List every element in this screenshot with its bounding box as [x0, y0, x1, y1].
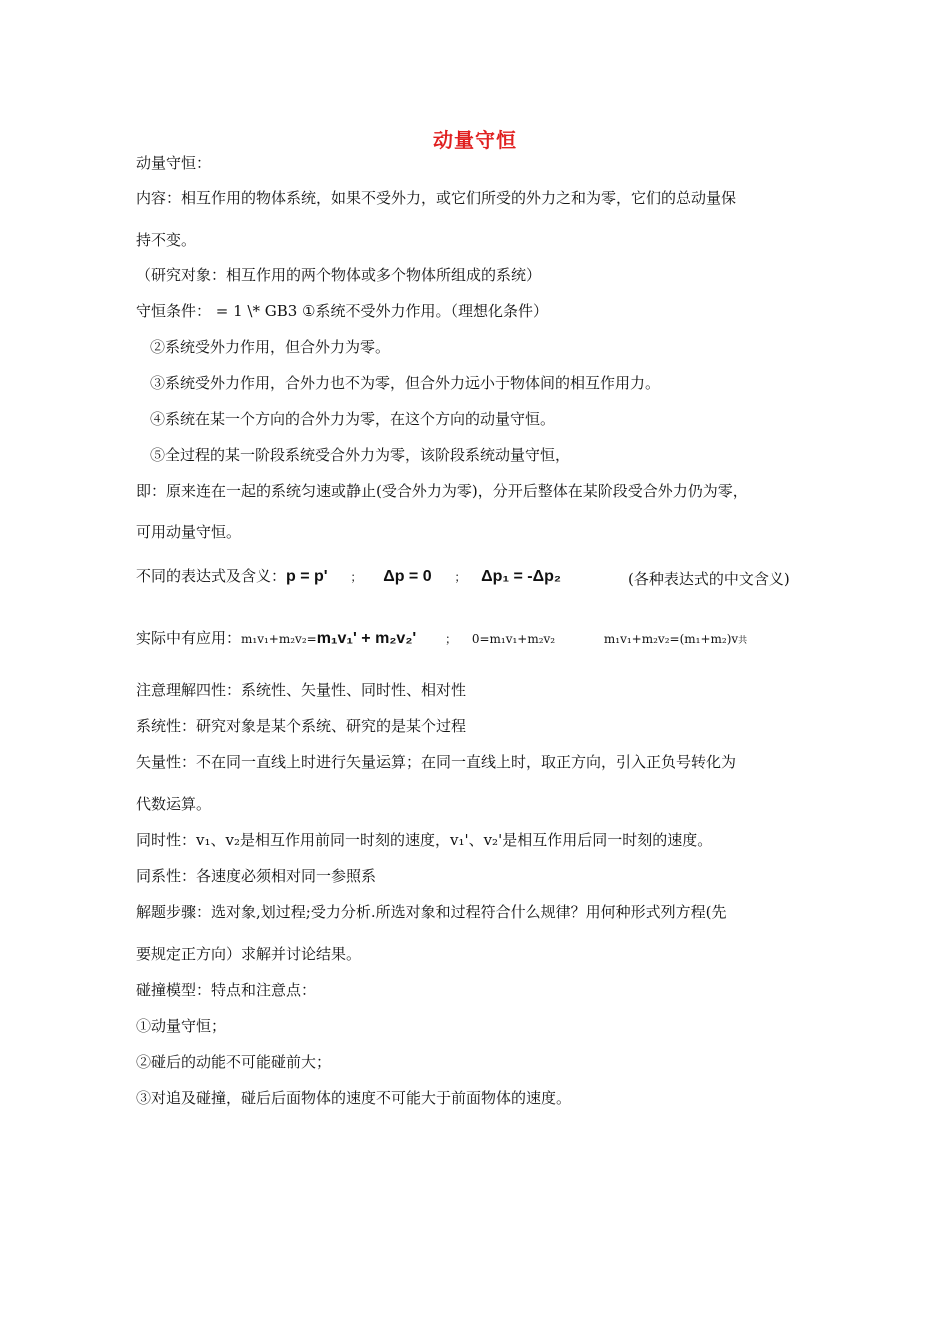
- collision-item: ②碰后的动能不可能碰前大；: [136, 1053, 332, 1071]
- condition-item: ②系统受外力作用，但合外力为零。: [150, 338, 391, 356]
- section-heading: 动量守恒：: [136, 154, 212, 172]
- separator: ；: [454, 570, 467, 584]
- separator: ；: [445, 632, 458, 646]
- systematic-line: 系统性：研究对象是某个系统、研究的是某个过程: [136, 717, 467, 735]
- expressions-note: (各种表达式的中文含义): [628, 570, 790, 588]
- collision-model-heading: 碰撞模型：特点和注意点：: [136, 981, 317, 999]
- simultaneity-line: 同时性：v₁、v₂是相互作用前同一时刻的速度，v₁'、v₂'是相互作用后同一时刻的速度。: [136, 831, 713, 849]
- content-line: 可用动量守恒。: [136, 523, 242, 541]
- collision-item: ③对追及碰撞，碰后后面物体的速度不可能大于前面物体的速度。: [136, 1089, 572, 1107]
- application-eq1-plain: m₁v₁+m₂v₂=: [241, 632, 317, 646]
- content-line: 即：原来连在一起的系统匀速或静止(受合外力为零)，分开后整体在某阶段受合外力仍为零，: [136, 482, 748, 500]
- application-line: [136, 628, 747, 651]
- separator: ；: [350, 570, 363, 584]
- application-eq1-formula: m₁v₁' + m₂v₂': [316, 630, 417, 647]
- content-line: 内容：相互作用的物体系统，如果不受外力，或它们所受的外力之和为零，它们的总动量保: [136, 189, 737, 207]
- condition-line: 守恒条件： = 1 \* GB3 ①系统不受外力作用。（理想化条件）: [136, 302, 549, 320]
- application-eq3-subscript: 共: [738, 636, 748, 646]
- expressions-label: 不同的表达式及含义：: [136, 567, 287, 585]
- formula-p-equals-p-prime: p = p': [286, 568, 328, 585]
- content-line: 持不变。: [136, 231, 197, 249]
- solution-steps-line: 要规定正方向）求解并讨论结果。: [136, 945, 362, 963]
- formula-delta-p1-neg-delta-p2: Δp₁ = -Δp₂: [481, 568, 562, 585]
- condition-item: ④系统在某一个方向的合外力为零，在这个方向的动量守恒。: [150, 410, 556, 428]
- vector-line: 代数运算。: [136, 795, 212, 813]
- condition-item: ③系统受外力作用，合外力也不为零，但合外力远小于物体间的相互作用力。: [150, 374, 661, 392]
- application-eq3: m₁v₁+m₂v₂=(m₁+m₂)v: [603, 632, 739, 646]
- application-label: 实际中有应用：: [136, 629, 242, 647]
- study-object-line: （研究对象：相互作用的两个物体或多个物体所组成的系统）: [136, 266, 542, 284]
- four-properties-line: 注意理解四性：系统性、矢量性、同时性、相对性: [136, 681, 467, 699]
- solution-steps-line: 解题步骤：选对象,划过程;受力分析.所选对象和过程符合什么规律？用何种形式列方程(先: [136, 903, 727, 921]
- collision-item: ①动量守恒；: [136, 1017, 227, 1035]
- formula-delta-p-zero: Δp = 0: [383, 568, 432, 585]
- same-frame-line: 同系性：各速度必须相对同一参照系: [136, 867, 377, 885]
- vector-line: 矢量性：不在同一直线上时进行矢量运算；在同一直线上时，取正方向，引入正负号转化为: [136, 753, 737, 771]
- document-title: 动量守恒: [433, 128, 517, 152]
- application-eq2: 0=m₁v₁+m₂v₂: [471, 632, 556, 646]
- condition-item: ⑤全过程的某一阶段系统受合外力为零，该阶段系统动量守恒，: [150, 446, 571, 464]
- expressions-line: [136, 566, 561, 587]
